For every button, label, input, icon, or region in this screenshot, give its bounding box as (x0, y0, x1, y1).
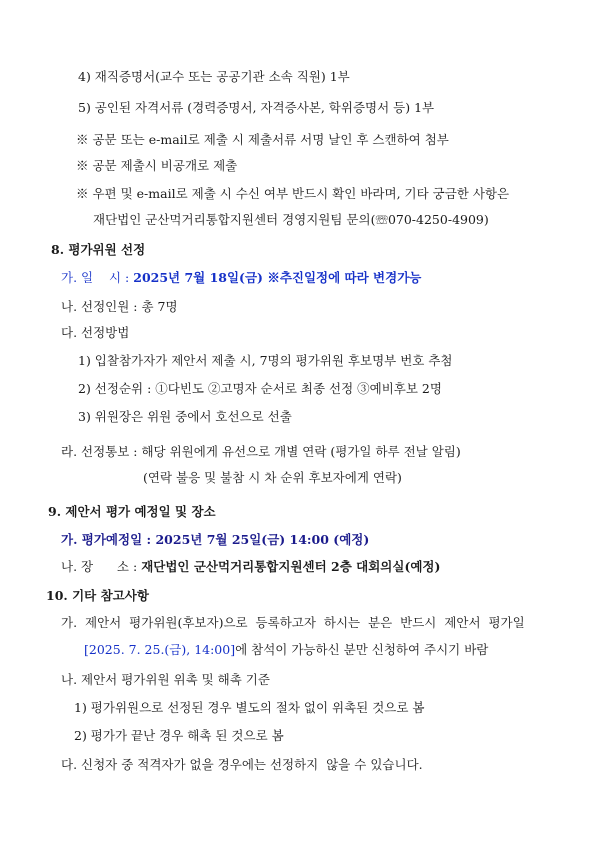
note-b: 나. 제안서 평가위원 위촉 및 해촉 기준 (61, 672, 270, 687)
method-2 (78, 380, 442, 398)
note-a: 가. 제안서 평가위원(후보자)으로 등록하고자 하시는 분은 반드시 제안서 평가일 (61, 615, 525, 630)
selection-count: 나. 선정인원 : 총 7명 (61, 299, 178, 314)
selection-notice-cont: (연락 불응 및 불참 시 차 순위 후보자에게 연락) (143, 470, 402, 485)
evaluation-place-value: 재단법인 군산먹거리통합지원센터 2층 대회의실(예정) (141, 559, 441, 574)
section-9-heading: 9. 제안서 평가 예정일 및 장소 (48, 504, 216, 519)
note-b-2: 2) 평가가 끝난 경우 해촉 된 것으로 봄 (74, 728, 284, 743)
selection-date-label: 가. 일 시 : (61, 270, 130, 285)
note-1: ※ 공문 또는 e-mail로 제출 시 제출서류 서명 날인 후 스캔하여 첨부 (76, 132, 449, 147)
evaluation-place (61, 558, 440, 576)
method-1: 1) 입찰참가자가 제안서 제출 시, 7명의 평가위원 후보명부 번호 추첨 (78, 353, 453, 368)
selection-date (61, 269, 421, 287)
selection-notice: 라. 선정통보 : 해당 위원에게 유선으로 개별 연락 (평가일 하루 전날 알림) (61, 444, 461, 459)
selection-date-value: 2025년 7월 18일(금) ※추진일정에 따라 변경가능 (133, 270, 422, 285)
selection-method: 다. 선정방법 (61, 325, 130, 340)
note-2: ※ 공문 제출시 비공개로 제출 (76, 158, 238, 173)
note-3-cont: 재단법인 군산먹거리통합지원센터 경영지원팀 문의(☏070-4250-4909) (93, 212, 489, 227)
section-8-heading: 8. 평가위원 선정 (51, 242, 146, 257)
note-b-1: 1) 평가위원으로 선정된 경우 별도의 절차 없이 위촉된 것으로 봄 (74, 700, 425, 715)
evaluation-date: 가. 평가예정일 : 2025년 7월 25일(금) 14:00 (예정) (61, 532, 370, 547)
method-3: 3) 위원장은 위원 중에서 호선으로 선출 (78, 409, 292, 424)
note-a-date: [2025. 7. 25.(금), 14:00] (84, 642, 236, 657)
note-a-cont (84, 641, 488, 659)
item-5: 5) 공인된 자격서류 (경력증명서, 자격증사본, 학위증명서 등) 1부 (78, 100, 435, 115)
note-c: 다. 신청자 중 적격자가 없을 경우에는 선정하지 않을 수 있습니다. (61, 757, 423, 772)
note-3: ※ 우편 및 e-mail로 제출 시 수신 여부 반드시 확인 바라며, 기타 궁금한 사항은 (76, 186, 510, 201)
method-2-label: 2) 선정순위 : (78, 381, 152, 396)
method-2-value: ①다빈도 ②고명자 순서로 최종 선정 ③예비후보 2명 (155, 381, 442, 396)
section-10-heading: 10. 기타 참고사항 (46, 588, 149, 603)
evaluation-place-label: 나. 장 소 : (61, 559, 138, 574)
item-4: 4) 재직증명서(교수 또는 공공기관 소속 직원) 1부 (78, 69, 350, 84)
note-a-rest: 에 참석이 가능하신 분만 신청하여 주시기 바람 (235, 642, 489, 657)
